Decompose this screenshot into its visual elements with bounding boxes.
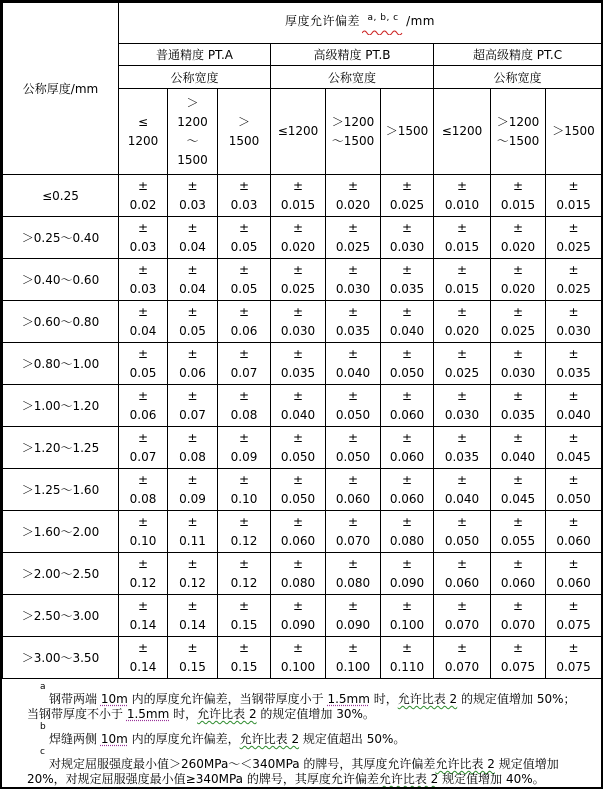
tolerance-value-cell: ± 0.045 <box>546 427 602 469</box>
width-column-header: ＞ 1200 ～ 1500 <box>168 89 218 175</box>
tolerance-value-cell: ± 0.080 <box>326 553 381 595</box>
tolerance-value-cell: ± 0.110 <box>381 637 434 679</box>
tolerance-value-cell: ± 0.060 <box>326 469 381 511</box>
tolerance-value-cell: ± 0.15 <box>168 637 218 679</box>
tolerance-value-cell: ± 0.050 <box>326 427 381 469</box>
tolerance-value-cell: ± 0.050 <box>271 469 326 511</box>
thickness-range-label: ≤0.25 <box>3 175 119 217</box>
thickness-range-label: ＞0.25～0.40 <box>3 217 119 259</box>
thickness-range-label: ＞0.80～1.00 <box>3 343 119 385</box>
footnote-segment: 规定值超出 50%。 <box>299 732 406 746</box>
tolerance-value-cell: ± 0.025 <box>546 217 602 259</box>
title-row <box>3 3 602 44</box>
width-label-pta: 公称宽度 <box>119 66 271 89</box>
thickness-range-label: ＞0.40～0.60 <box>3 259 119 301</box>
tolerance-value-cell: ± 0.060 <box>546 553 602 595</box>
tolerance-value-cell: ± 0.075 <box>546 637 602 679</box>
tolerance-value-cell: ± 0.04 <box>168 217 218 259</box>
width-label-ptb: 公称宽度 <box>271 66 434 89</box>
tolerance-value-cell: ± 0.07 <box>119 427 168 469</box>
footnote-segment: 内的厚度允许偏差，当钢带厚度小于 <box>127 692 328 706</box>
tolerance-value-cell: ± 0.14 <box>168 595 218 637</box>
footnote-letter: b <box>40 722 46 732</box>
table-row <box>3 511 602 553</box>
thickness-range-label: ＞2.50～3.00 <box>3 595 119 637</box>
tolerance-value-cell: ± 0.050 <box>546 469 602 511</box>
tolerance-value-cell: ± 0.100 <box>381 595 434 637</box>
tolerance-value-cell: ± 0.08 <box>168 427 218 469</box>
tolerance-value-cell: ± 0.070 <box>434 637 491 679</box>
footnote-letter: c <box>40 747 45 757</box>
tolerance-value-cell: ± 0.03 <box>168 175 218 217</box>
width-column-header: ≤1200 <box>434 89 491 175</box>
tolerance-value-cell: ± 0.035 <box>546 343 602 385</box>
footnote-segment-dotted: 1.5mm <box>327 692 370 706</box>
tolerance-value-cell: ± 0.06 <box>168 343 218 385</box>
tolerance-value-cell: ± 0.045 <box>491 469 546 511</box>
thickness-range-label: ＞0.60～0.80 <box>3 301 119 343</box>
tolerance-value-cell: ± 0.100 <box>326 637 381 679</box>
tolerance-value-cell: ± 0.100 <box>271 637 326 679</box>
tolerance-value-cell: ± 0.025 <box>381 175 434 217</box>
tolerance-value-cell: ± 0.12 <box>218 511 271 553</box>
footnote-segment: 时， <box>169 707 198 721</box>
tolerance-value-cell: ± 0.015 <box>546 175 602 217</box>
tolerance-value-cell: ± 0.090 <box>381 553 434 595</box>
footnote-text <box>27 692 577 722</box>
width-column-header: ≤1200 <box>271 89 326 175</box>
table-row <box>3 343 602 385</box>
width-label-ptc: 公称宽度 <box>434 66 602 89</box>
thickness-range-label: ＞3.00～3.50 <box>3 637 119 679</box>
tolerance-value-cell: ± 0.14 <box>119 637 168 679</box>
tolerance-value-cell: ± 0.060 <box>434 553 491 595</box>
tolerance-value-cell: ± 0.025 <box>434 343 491 385</box>
group-header-pta: 普通精度 PT.A <box>119 44 271 66</box>
tolerance-value-cell: ± 0.025 <box>271 259 326 301</box>
footnote-text <box>27 757 577 787</box>
tolerance-value-cell: ± 0.050 <box>434 511 491 553</box>
thickness-range-label: ＞2.00～2.50 <box>3 553 119 595</box>
title-superscript: a, b, c <box>367 12 399 23</box>
tolerance-value-cell: ± 0.060 <box>381 469 434 511</box>
table-row <box>3 427 602 469</box>
title-superscript-stack <box>362 12 404 35</box>
tolerance-value-cell: ± 0.06 <box>218 301 271 343</box>
tolerance-value-cell: ± 0.12 <box>119 553 168 595</box>
tolerance-value-cell: ± 0.11 <box>168 511 218 553</box>
width-column-header: ＞1500 <box>546 89 602 175</box>
tolerance-value-cell: ± 0.055 <box>491 511 546 553</box>
width-column-header: ≤ 1200 <box>119 89 168 175</box>
footnote-segment-dotted: 10m <box>100 692 128 706</box>
tolerance-table-body <box>3 175 602 679</box>
tolerance-value-cell: ± 0.09 <box>168 469 218 511</box>
red-wavy-underline-icon <box>362 29 404 35</box>
tolerance-value-cell: ± 0.030 <box>491 343 546 385</box>
tolerance-value-cell: ± 0.040 <box>546 385 602 427</box>
tolerance-value-cell: ± 0.070 <box>491 595 546 637</box>
tolerance-value-cell: ± 0.060 <box>381 385 434 427</box>
tolerance-value-cell: ± 0.020 <box>491 259 546 301</box>
footnote-segment-dotted: 10m <box>100 732 128 746</box>
tolerance-value-cell: ± 0.02 <box>119 175 168 217</box>
tolerance-value-cell: ± 0.030 <box>271 301 326 343</box>
tolerance-value-cell: ± 0.050 <box>381 343 434 385</box>
tolerance-value-cell: ± 0.04 <box>168 259 218 301</box>
tolerance-table <box>2 2 602 679</box>
thickness-range-label: ＞1.00～1.20 <box>3 385 119 427</box>
table-row <box>3 217 602 259</box>
tolerance-value-cell: ± 0.03 <box>119 259 168 301</box>
table-row <box>3 259 602 301</box>
tolerance-value-cell: ± 0.09 <box>218 427 271 469</box>
footnote-segment: 规定值增加 40%。 <box>438 772 545 786</box>
footnote-segment: 内的厚度允许偏差， <box>127 732 240 746</box>
tolerance-value-cell: ± 0.070 <box>326 511 381 553</box>
tolerance-value-cell: ± 0.030 <box>434 385 491 427</box>
tolerance-value-cell: ± 0.07 <box>218 343 271 385</box>
tolerance-value-cell: ± 0.075 <box>546 595 602 637</box>
tolerance-value-cell: ± 0.025 <box>326 217 381 259</box>
thickness-range-label: ＞1.20～1.25 <box>3 427 119 469</box>
table-row <box>3 385 602 427</box>
tolerance-value-cell: ± 0.05 <box>168 301 218 343</box>
tolerance-value-cell: ± 0.020 <box>491 217 546 259</box>
tolerance-value-cell: ± 0.05 <box>218 259 271 301</box>
tolerance-value-cell: ± 0.035 <box>381 259 434 301</box>
tolerance-value-cell: ± 0.070 <box>434 595 491 637</box>
tolerance-value-cell: ± 0.020 <box>271 217 326 259</box>
tolerance-value-cell: ± 0.05 <box>119 343 168 385</box>
tolerance-value-cell: ± 0.15 <box>218 637 271 679</box>
tolerance-value-cell: ± 0.10 <box>119 511 168 553</box>
footnote-letter: a <box>40 682 46 692</box>
tolerance-value-cell: ± 0.050 <box>326 385 381 427</box>
tolerance-value-cell: ± 0.020 <box>434 301 491 343</box>
width-column-header: ＞1200 ～1500 <box>491 89 546 175</box>
tolerance-value-cell: ± 0.050 <box>271 427 326 469</box>
tolerance-value-cell: ± 0.015 <box>491 175 546 217</box>
tolerance-value-cell: ± 0.060 <box>271 511 326 553</box>
table-row <box>3 595 602 637</box>
tolerance-value-cell: ± 0.07 <box>168 385 218 427</box>
footnote-segment-dotted: 1.5mm <box>126 707 170 721</box>
footnote-segment: 的规定值增加 30%。 <box>256 707 375 721</box>
thickness-range-label: ＞1.60～2.00 <box>3 511 119 553</box>
tolerance-value-cell: ± 0.030 <box>326 259 381 301</box>
group-header-ptb: 高级精度 PT.B <box>271 44 434 66</box>
tolerance-value-cell: ± 0.060 <box>381 427 434 469</box>
table-title-cell <box>119 3 602 44</box>
tolerance-value-cell: ± 0.080 <box>381 511 434 553</box>
footnote-segment-wavy: 允许比表 2 <box>435 757 495 771</box>
table-row <box>3 637 602 679</box>
tolerance-value-cell: ± 0.010 <box>434 175 491 217</box>
title-unit: /mm <box>406 13 435 28</box>
tolerance-value-cell: ± 0.090 <box>326 595 381 637</box>
tolerance-value-cell: ± 0.060 <box>546 511 602 553</box>
footnote-segment-wavy: 允许比表 2 <box>239 732 300 746</box>
tolerance-value-cell: ± 0.035 <box>434 427 491 469</box>
tolerance-value-cell: ± 0.090 <box>271 595 326 637</box>
tolerance-value-cell: ± 0.040 <box>491 427 546 469</box>
tolerance-value-cell: ± 0.015 <box>434 259 491 301</box>
tolerance-value-cell: ± 0.025 <box>546 259 602 301</box>
footnote-segment: 时， <box>369 692 398 706</box>
tolerance-value-cell: ± 0.080 <box>271 553 326 595</box>
tolerance-value-cell: ± 0.04 <box>119 301 168 343</box>
width-column-header: ＞1200 ～1500 <box>326 89 381 175</box>
tolerance-value-cell: ± 0.12 <box>218 553 271 595</box>
tolerance-value-cell: ± 0.06 <box>119 385 168 427</box>
tolerance-value-cell: ± 0.10 <box>218 469 271 511</box>
title-text: 厚度允许偏差 <box>285 13 361 28</box>
tolerance-value-cell: ± 0.040 <box>271 385 326 427</box>
tolerance-value-cell: ± 0.035 <box>326 301 381 343</box>
footnote-segment-wavy: 允许比表 2 <box>397 692 458 706</box>
tolerance-value-cell: ± 0.05 <box>218 217 271 259</box>
footnote-segment: 对规定屈服强度最小值＞260MPa～＜340MPa 的牌号，其厚度允许偏差 <box>49 757 436 771</box>
footnote-segment: 钢带两端 <box>49 692 101 706</box>
footnote-segment: 规定值增加 20%，对规定屈服强度最小值≥340MPa 的牌号，其厚度允许偏差 <box>27 757 559 786</box>
tolerance-value-cell: ± 0.035 <box>271 343 326 385</box>
footnote-segment-wavy: 允许比表 2 <box>197 707 257 721</box>
tolerance-value-cell: ± 0.015 <box>434 217 491 259</box>
group-header-ptc: 超高级精度 PT.C <box>434 44 602 66</box>
footnote-segment: 的规定值增加 50%；当钢带厚度不小于 <box>27 692 576 721</box>
tolerance-value-cell: ± 0.060 <box>491 553 546 595</box>
tolerance-value-cell: ± 0.040 <box>326 343 381 385</box>
corner-header-nominal-thickness: 公称厚度/mm <box>3 3 119 175</box>
tolerance-value-cell: ± 0.14 <box>119 595 168 637</box>
table-row <box>3 301 602 343</box>
tolerance-value-cell: ± 0.08 <box>218 385 271 427</box>
tolerance-value-cell: ± 0.15 <box>218 595 271 637</box>
footnote-segment: 焊缝两侧 <box>49 732 101 746</box>
thickness-range-label: ＞1.25～1.60 <box>3 469 119 511</box>
tolerance-value-cell: ± 0.075 <box>491 637 546 679</box>
tolerance-value-cell: ± 0.040 <box>381 301 434 343</box>
tolerance-value-cell: ± 0.035 <box>491 385 546 427</box>
tolerance-value-cell: ± 0.025 <box>491 301 546 343</box>
tolerance-value-cell: ± 0.03 <box>119 217 168 259</box>
tolerance-value-cell: ± 0.03 <box>218 175 271 217</box>
tolerance-value-cell: ± 0.030 <box>381 217 434 259</box>
footnotes-section <box>2 679 601 787</box>
tolerance-value-cell: ± 0.12 <box>168 553 218 595</box>
footnote-text <box>27 732 577 747</box>
tolerance-value-cell: ± 0.020 <box>326 175 381 217</box>
tolerance-value-cell: ± 0.015 <box>271 175 326 217</box>
tolerance-value-cell: ± 0.040 <box>434 469 491 511</box>
tolerance-value-cell: ± 0.08 <box>119 469 168 511</box>
width-column-header: ＞1500 <box>381 89 434 175</box>
table-row <box>3 175 602 217</box>
width-column-header: ＞ 1500 <box>218 89 271 175</box>
table-row <box>3 553 602 595</box>
tolerance-value-cell: ± 0.030 <box>546 301 602 343</box>
footnote-segment-wavy: 允许比表 2 <box>378 772 439 786</box>
table-row <box>3 469 602 511</box>
